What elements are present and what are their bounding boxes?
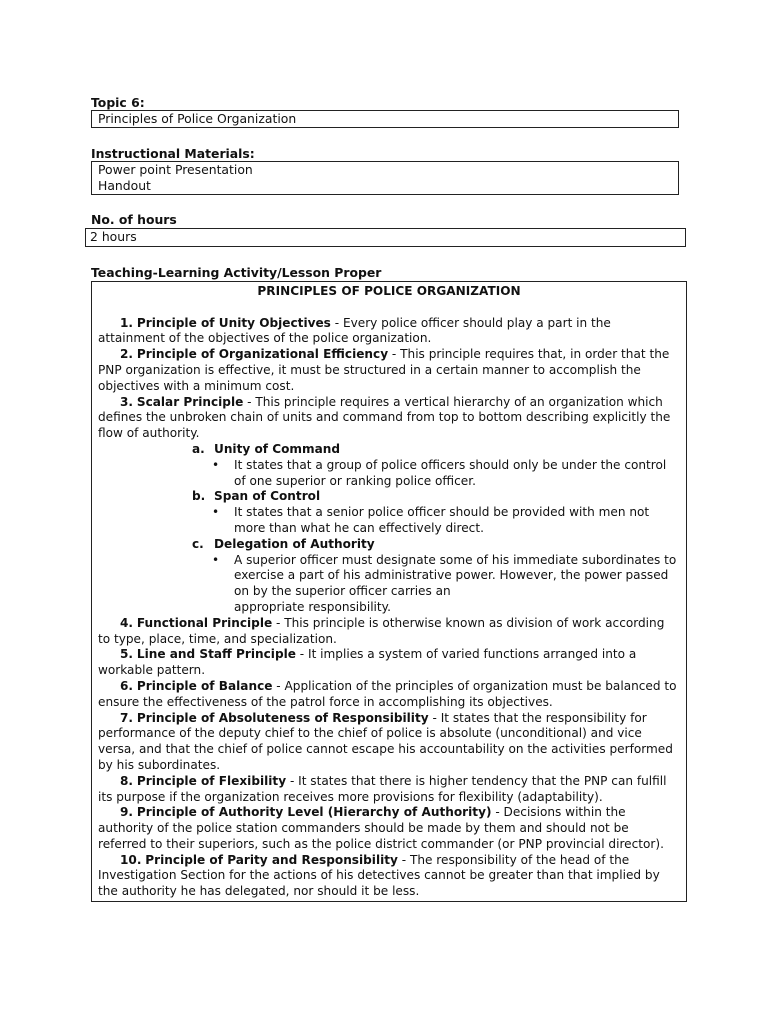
instructional-materials-box bbox=[91, 161, 679, 195]
topic-value: Principles of Police Organization bbox=[98, 111, 297, 126]
principle-item: 9. Principle of Authority Level (Hierarchy of Authority) - Decisions within the authority of the police station commanders should be made by them and should not be referred to their superiors, such as the police district commander (or PNP provincial director). bbox=[98, 805, 664, 851]
sub-principle-bullet: • A superior officer must designate some of his immediate subordinates to exercise a part of his administrative power. However, the power passed on by the superior officer carries an appropriate responsibility. bbox=[212, 552, 677, 614]
principle-item: 10. Principle of Parity and Responsibility - The responsibility of the head of the Investigation Section for the actions of his detectives cannot be greater than that implied by the authority he has delegated, nor should it be less. bbox=[98, 852, 660, 899]
principle-item: 6. Principle of Balance - Application of the principles of organization must be balanced to ensure the effectiveness of the patrol force in accomplishing its objectives. bbox=[98, 678, 677, 709]
hours-box bbox=[85, 228, 686, 247]
principle-item: 8. Principle of Flexibility - It states that there is higher tendency that the PNP can fulfill its purpose if the organization receives more provisions for flexibility (adaptability). bbox=[98, 773, 667, 804]
sub-principle-bullet: • It states that a group of police officers should only be under the control of one superior or ranking police officer. bbox=[212, 457, 667, 488]
topic-box bbox=[91, 110, 679, 128]
hours-value: 2 hours bbox=[90, 229, 137, 244]
topic-label: Topic 6: bbox=[91, 95, 145, 110]
sub-principle-bullet: • It states that a senior police officer should be provided with men not more than what he can effectively direct. bbox=[212, 505, 650, 535]
hours-label: No. of hours bbox=[91, 212, 177, 227]
principle-item: 7. Principle of Absoluteness of Responsibility - It states that the responsibility for performance of the deputy chief to the chief of police is absolute (unconditional) and vice versa, and that the chief of police cannot escape his accountability on the activities performed by his subordinates. bbox=[98, 710, 673, 772]
material-item: Power point Presentation bbox=[98, 162, 253, 177]
principle-item: 5. Line and Staff Principle - It implies a system of varied functions arranged into a workable pattern. bbox=[98, 647, 637, 678]
principle-item: 1. Principle of Unity Objectives - Every police officer should play a part in the attainment of the objectives of the police organization. bbox=[98, 315, 611, 346]
principle-item: 3. Scalar Principle - This principle requires a vertical hierarchy of an organization which defines the unbroken chain of units and command from top to bottom describing explicitly the flow of authority. bbox=[98, 394, 671, 441]
lesson-title: PRINCIPLES OF POLICE ORGANIZATION bbox=[257, 284, 521, 298]
instructional-materials-label: Instructional Materials: bbox=[91, 146, 255, 161]
principle-item: 2. Principle of Organizational Efficiency - This principle requires that, in order that the PNP organization is effective, it must be structured in a certain manner to accomplish the objectives with a minimum cost. bbox=[98, 347, 670, 393]
lesson-content-box bbox=[91, 281, 687, 902]
principle-item: 4. Functional Principle - This principle is otherwise known as division of work according to type, place, time, and specialization. bbox=[98, 615, 665, 646]
sub-principle-heading: a. Unity of Command bbox=[192, 441, 341, 456]
sub-principle-heading: b. Span of Control bbox=[192, 489, 321, 504]
material-item: Handout bbox=[98, 178, 151, 193]
sub-principle-heading: c. Delegation of Authority bbox=[192, 536, 375, 551]
lesson-label: Teaching-Learning Activity/Lesson Proper bbox=[91, 265, 382, 280]
